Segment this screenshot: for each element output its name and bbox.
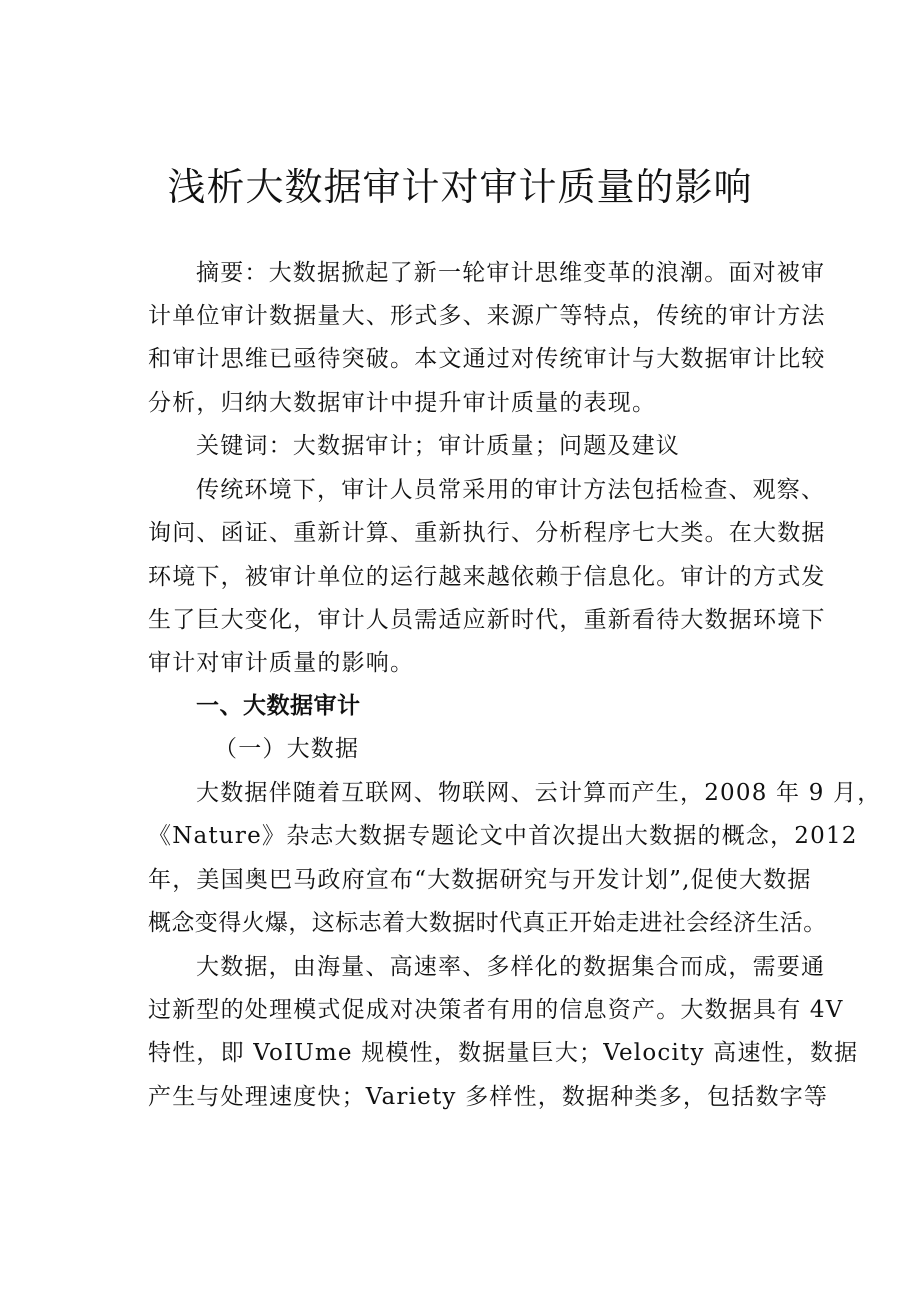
abstract-line: 和审计思维已亟待突破。本文通过对传统审计与大数据审计比较 (148, 346, 826, 372)
subsection-heading: （一）大数据 (214, 736, 360, 762)
paragraph-line: 《Nature》杂志大数据专题论文中首次提出大数据的概念，2012 (148, 823, 858, 849)
paragraph-line: 过新型的处理模式促成对决策者有用的信息资产。大数据具有 4V (148, 997, 844, 1023)
intro-line: 审计对审计质量的影响。 (148, 650, 415, 676)
paragraph-line: 大数据伴随着互联网、物联网、云计算而产生，2008 年 9 月， (196, 780, 882, 806)
document-title: 浅析大数据审计对审计质量的影响 (167, 165, 753, 209)
section-heading: 一、大数据审计 (196, 693, 361, 719)
intro-line: 生了巨大变化，审计人员需适应新时代，重新看待大数据环境下 (148, 607, 826, 633)
intro-line: 询问、函证、重新计算、重新执行、分析程序七大类。在大数据 (148, 520, 826, 546)
paragraph-line: 年，美国奥巴马政府宣布“大数据研究与开发计划”,促使大数据 (148, 867, 812, 893)
intro-line: 传统环境下，审计人员常采用的审计方法包括检查、观察、 (196, 477, 826, 503)
keywords-line: 关键词：大数据审计；审计质量；问题及建议 (196, 433, 680, 459)
paragraph-line: 大数据，由海量、高速率、多样化的数据集合而成，需要通 (196, 954, 826, 980)
paragraph-line: 特性，即 VoIUme 规模性，数据量巨大；Velocity 高速性，数据 (148, 1040, 859, 1066)
intro-line: 环境下，被审计单位的运行越来越依赖于信息化。审计的方式发 (148, 564, 826, 590)
abstract-line: 摘要：大数据掀起了新一轮审计思维变革的浪潮。面对被审 (196, 260, 826, 286)
paragraph-line: 产生与处理速度快；Variety 多样性，数据种类多，包括数字等 (148, 1084, 829, 1110)
abstract-line: 分析，归纳大数据审计中提升审计质量的表现。 (148, 390, 657, 416)
paragraph-line: 概念变得火爆，这标志着大数据时代真正开始走进社会经济生活。 (148, 910, 827, 936)
abstract-line: 计单位审计数据量大、形式多、来源广等特点，传统的审计方法 (148, 303, 826, 329)
